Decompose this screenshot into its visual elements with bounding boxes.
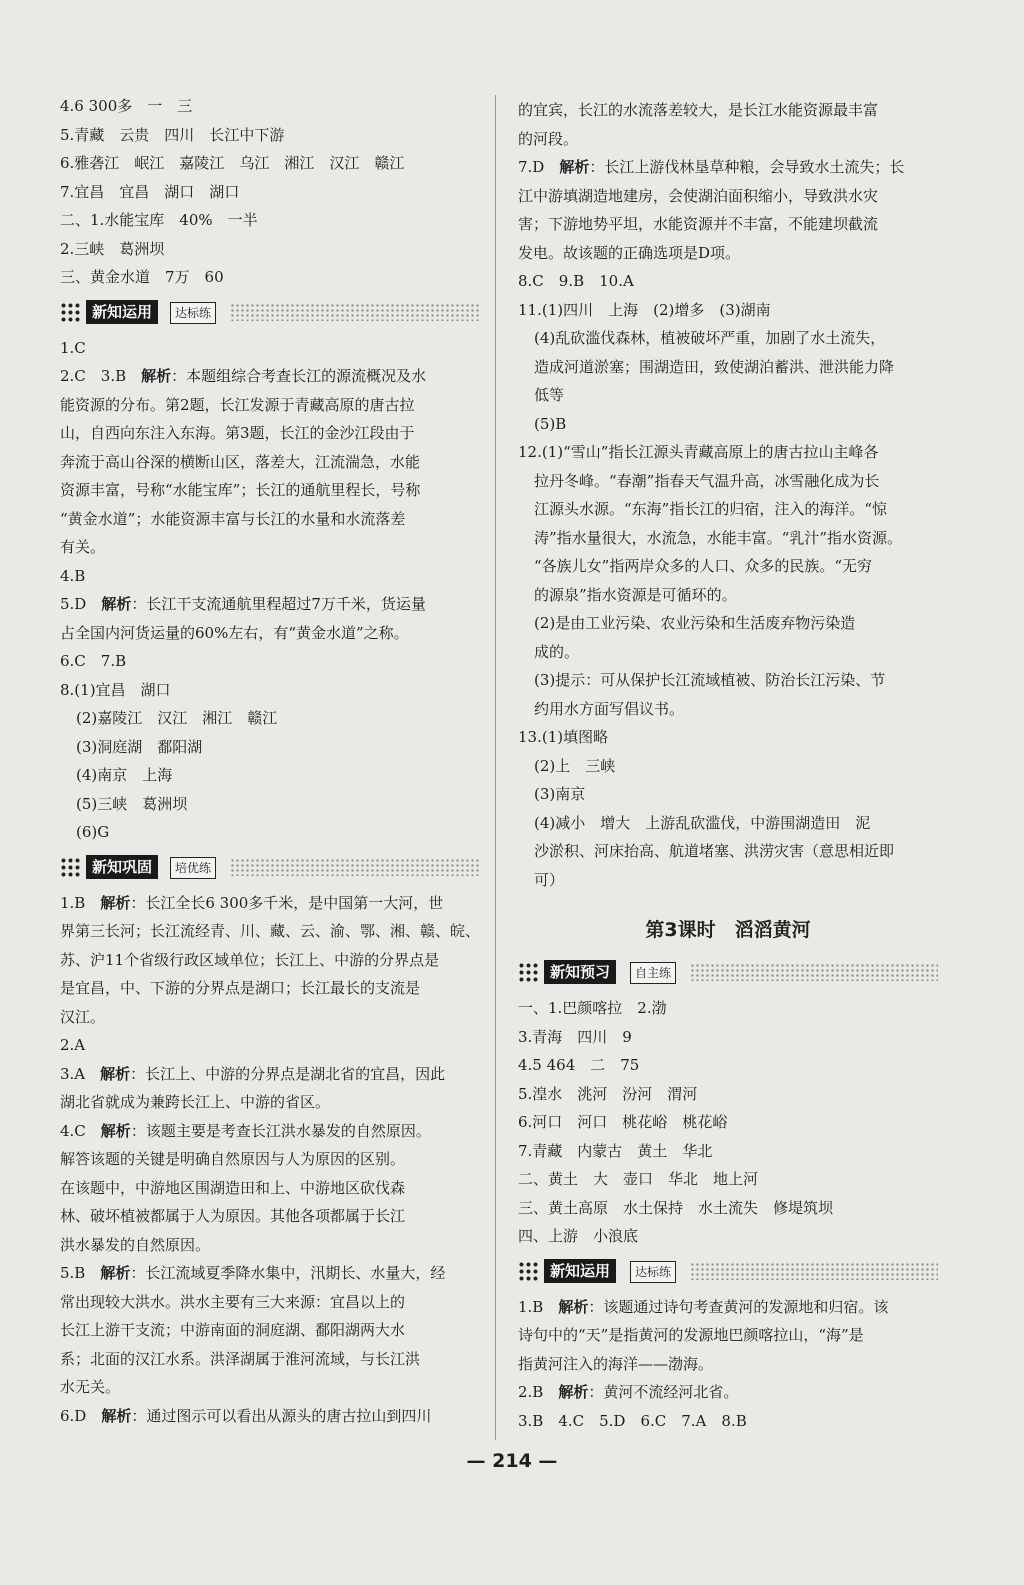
- answer-line: 5.青藏 云贵 四川 长江中下游: [60, 125, 285, 144]
- answer-line: 能资源的分布。第2题，长江发源于青藏高原的唐古拉: [60, 395, 415, 414]
- answer-line: 11.(1)四川 上海 (2)增多 (3)湖南: [518, 300, 771, 319]
- analysis-label: 解析: [100, 1121, 131, 1140]
- answer-line: 二、1.水能宝库 40% 一半: [60, 211, 258, 229]
- answer-line: 诗句中的“天”是指黄河的发源地巴颜喀拉山，“海”是: [518, 1326, 864, 1344]
- answer-line: 常出现较大洪水。洪水主要有三大来源：宜昌以上的: [60, 1292, 406, 1311]
- answer-line: 占全国内河货运量的60%左右，有“黄金水道”之称。: [60, 623, 409, 642]
- column-divider: [495, 95, 496, 1440]
- analysis-label: 解析: [101, 1406, 132, 1425]
- answer-line: (4)减小 增大 上游乱砍滥伐，中游围湖造田 泥: [534, 813, 871, 832]
- answer-line: 害；下游地势平坦，水能资源并不丰富，不能建坝截流: [518, 215, 879, 233]
- answer-line: 1.C: [60, 338, 86, 357]
- answer-line: (5)三峡 葛洲坝: [76, 794, 188, 813]
- answer-line: (6)G: [76, 823, 110, 841]
- answer-line: (2)嘉陵江 汉江 湘江 赣江: [76, 709, 278, 727]
- page-number: — 214 —: [466, 1450, 558, 1472]
- dot-pattern-decoration: [690, 1262, 938, 1280]
- answer-line: (3)洞庭湖 鄱阳湖: [76, 737, 203, 756]
- answer-line: “黄金水道”；水能资源丰富与长江的水量和水流落差: [60, 509, 406, 528]
- answer-line: 洪水暴发的自然原因。: [60, 1235, 211, 1254]
- answer-line: 2.C 3.B 解析：本题组综合考查长江的源流概况及水: [60, 367, 427, 385]
- dots-icon: [60, 302, 82, 322]
- answer-line: (4)乱砍滥伐森林，植被破坏严重，加剧了水土流失，: [534, 329, 886, 347]
- answer-line: “各族儿女”指两岸众多的人口、众多的民族。“无穷: [534, 557, 873, 575]
- answer-line: 4.6 300多 一 三: [60, 97, 193, 115]
- answer-line: 系；北面的汉江水系。洪泽湖属于淮河流域，与长江洪: [60, 1349, 421, 1368]
- answer-line: 7.宜昌 宜昌 湖口 湖口: [60, 182, 240, 201]
- right-column: [518, 96, 938, 1435]
- answer-line: 发电。故该题的正确选项是D项。: [518, 243, 741, 262]
- section-header-xinzhi-yunyong: [60, 299, 480, 326]
- answer-line: 四、上游 小浪底: [518, 1227, 639, 1245]
- answer-line: 涛”指水量很大，水流急，水能丰富。“乳汁”指水资源。: [534, 528, 903, 547]
- answer-line: 2.三峡 葛洲坝: [60, 239, 165, 258]
- dot-pattern-decoration: [230, 858, 480, 876]
- answer-line: 5.湟水 洮河 汾河 渭河: [518, 1084, 698, 1103]
- preview-answers: [60, 92, 480, 292]
- dots-icon: [518, 1261, 540, 1281]
- answer-line: 可）: [534, 870, 565, 889]
- analysis-label: 解析: [141, 367, 172, 385]
- answer-line: 奔流于高山谷深的横断山区，落差大，江流湍急，水能: [60, 452, 421, 471]
- section-header-xinzhi-gonggu: [60, 854, 480, 881]
- analysis-label: 解析: [558, 1297, 589, 1316]
- answer-line: 江源头水源。“东海”指长江的归宿，注入的海洋。“惊: [534, 500, 888, 518]
- answer-line: 水无关。: [60, 1378, 121, 1396]
- answer-line: 界第三长河；长江流经青、川、藏、云、渝、鄂、湘、赣、皖、: [60, 922, 480, 940]
- left-column: [60, 92, 480, 1430]
- answer-line: 2.B 解析：黄河不流经河北省。: [518, 1383, 739, 1401]
- answer-line: 成的。: [534, 642, 580, 661]
- section4-answers: [518, 1293, 938, 1436]
- answer-line: (3)提示：可从保护长江流域植被、防治长江污染、节: [534, 671, 886, 689]
- section-title: 新知巩固: [86, 855, 158, 879]
- section1-answers: [60, 334, 480, 847]
- analysis-label: 解析: [558, 1383, 589, 1401]
- answer-line: 二、黄土 大 壶口 华北 地上河: [518, 1170, 759, 1188]
- answer-line: 三、黄金水道 7万 60: [60, 268, 224, 286]
- answer-line: 4.5 464 二 75: [518, 1056, 640, 1074]
- answer-line: 一、1.巴颜喀拉 2.渤: [518, 999, 667, 1017]
- answer-line: 在该题中，中游地区围湖造田和上、中游地区砍伐森: [60, 1178, 406, 1197]
- answer-line: 湖北省就成为兼跨长江上、中游的省区。: [60, 1093, 331, 1111]
- answer-line: 3.B 4.C 5.D 6.C 7.A 8.B: [518, 1411, 747, 1430]
- answer-line: 汉江。: [60, 1007, 106, 1026]
- dot-pattern-decoration: [690, 963, 938, 981]
- answer-line: 山，自西向东注入东海。第3题，长江的金沙江段由于: [60, 424, 415, 442]
- answer-line: 江中游填湖造地建房，会使湖泊面积缩小，导致洪水灾: [518, 186, 879, 205]
- answer-line: 5.D 解析：长江干支流通航里程超过7万千米，货运量: [60, 595, 426, 613]
- answer-line: 1.B 解析：该题通过诗句考查黄河的发源地和归宿。该: [518, 1297, 889, 1316]
- answer-line: 苏、沪11个省级行政区域单位；长江上、中游的分界点是: [60, 950, 440, 969]
- answer-line: (4)南京 上海: [76, 766, 173, 784]
- answer-line: 8.(1)宜昌 湖口: [60, 680, 171, 699]
- section-subtitle: 培优练: [170, 857, 216, 879]
- answer-line: 的源泉”指水资源是可循环的。: [534, 585, 737, 604]
- answer-line: 5.B 解析：长江流域夏季降水集中，汛期长、水量大，经: [60, 1264, 446, 1282]
- answer-line: 4.C 解析：该题主要是考查长江洪水暴发的自然原因。: [60, 1121, 431, 1140]
- section-header-xinzhi-yuxi: [518, 959, 938, 986]
- answer-line: 约用水方面写倡议书。: [534, 699, 685, 718]
- answer-line: 的宜宾，长江的水流落差较大，是长江水能资源最丰富: [518, 101, 879, 119]
- section-subtitle: 达标练: [630, 1261, 676, 1283]
- answer-line: (2)是由工业污染、农业污染和生活废弃物污染造: [534, 614, 856, 632]
- dots-icon: [518, 962, 540, 982]
- analysis-label: 解析: [100, 893, 131, 912]
- analysis-label: 解析: [100, 1264, 131, 1282]
- dots-icon: [60, 857, 82, 877]
- answer-line: 的河段。: [518, 129, 579, 148]
- analysis-label: 解析: [100, 1064, 131, 1083]
- answer-line: 三、黄土高原 水土保持 水土流失 修堤筑坝: [518, 1198, 834, 1217]
- answer-line: 13.(1)填图略: [518, 728, 609, 746]
- answer-line: 6.河口 河口 桃花峪 桃花峪: [518, 1113, 728, 1131]
- answer-line: 林、破坏植被都属于人为原因。其他各项都属于长江: [60, 1207, 406, 1225]
- answer-line: 3.A 解析：长江上、中游的分界点是湖北省的宜昌，因此: [60, 1064, 446, 1083]
- answer-line: 12.(1)“雪山”指长江源头青藏高原上的唐古拉山主峰各: [518, 443, 879, 461]
- section-title: 新知预习: [544, 960, 616, 984]
- dot-pattern-decoration: [230, 303, 480, 321]
- answer-line: (5)B: [534, 414, 567, 433]
- answer-line: (2)上 三峡: [534, 756, 616, 775]
- answer-line: 6.雅砻江 岷江 嘉陵江 乌江 湘江 汉江 赣江: [60, 154, 405, 172]
- continued-answers: [518, 96, 938, 894]
- answer-line: 4.B: [60, 566, 86, 585]
- section2-answers: [60, 889, 480, 1431]
- answer-line: 拉丹冬峰。“春潮”指春天气温升高，冰雪融化成为长: [534, 471, 880, 490]
- lesson-title: 第3课时 滔滔黄河: [645, 919, 811, 941]
- answer-line: 是宜昌，中、下游的分界点是湖口；长江最长的支流是: [60, 979, 421, 997]
- section-header-xinzhi-yunyong-2: [518, 1258, 938, 1285]
- analysis-label: 解析: [559, 158, 590, 176]
- answer-line: 解答该题的关键是明确自然原因与人为原因的区别。: [60, 1150, 406, 1168]
- answer-line: 指黄河注入的海洋——渤海。: [518, 1354, 714, 1373]
- section-subtitle: 达标练: [170, 302, 216, 324]
- answer-line: 6.D 解析：通过图示可以看出从源头的唐古拉山到四川: [60, 1406, 432, 1425]
- answer-line: 沙淤积、河床抬高、航道堵塞、洪涝灾害（意思相近即: [534, 842, 895, 860]
- answer-line: 7.D 解析：长江上游伐林垦草种粮，会导致水土流失；长: [518, 158, 905, 176]
- answer-line: 8.C 9.B 10.A: [518, 272, 634, 290]
- analysis-label: 解析: [101, 595, 132, 613]
- section-title: 新知运用: [544, 1259, 616, 1283]
- section-subtitle: 自主练: [630, 962, 676, 984]
- section3-answers: [518, 994, 938, 1251]
- section-title: 新知运用: [86, 300, 158, 324]
- answer-line: 有关。: [60, 538, 106, 556]
- answer-line: 7.青藏 内蒙古 黄土 华北: [518, 1141, 713, 1160]
- answer-line: 长江上游干支流；中游南面的洞庭湖、鄱阳湖两大水: [60, 1321, 406, 1339]
- answer-line: 6.C 7.B: [60, 652, 127, 670]
- answer-line: 资源丰富，号称“水能宝库”；长江的通航里程长，号称: [60, 481, 421, 499]
- answer-line: 造成河道淤塞；围湖造田，致使湖泊蓄洪、泄洪能力降: [534, 357, 895, 376]
- answer-line: 3.青海 四川 9: [518, 1027, 632, 1046]
- answer-line: 2.A: [60, 1036, 86, 1054]
- answer-line: 低等: [534, 386, 565, 404]
- answer-line: 1.B 解析：长江全长6 300多千米，是中国第一大河，世: [60, 893, 444, 912]
- answer-line: (3)南京: [534, 785, 586, 803]
